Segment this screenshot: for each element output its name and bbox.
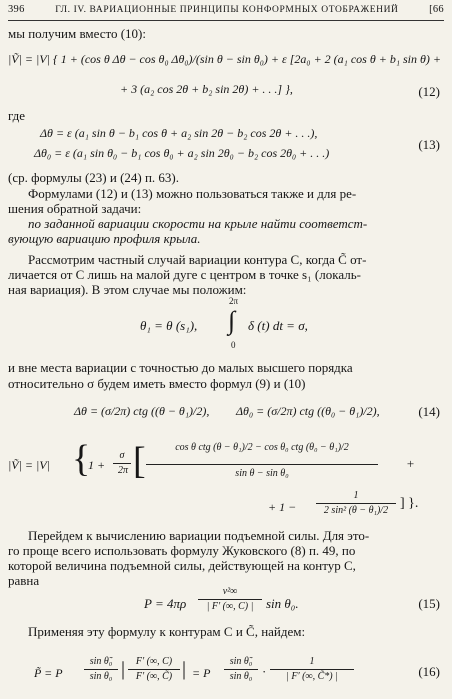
- equation-12-line2: + 3 (a₂ cos 2θ + b₂ sin 2θ) + . . .] },: [120, 82, 293, 96]
- equation-13-line1: Δθ = ε (a₁ sin θ − b₁ cos θ + a₂ sin 2θ − b₂ cos 2θ + . . .),: [40, 126, 318, 140]
- equation-15-fraction-bar: [198, 599, 262, 600]
- equation-16-f3-numerator: sin θ̃₀: [229, 656, 253, 667]
- equation-14c-2pi: 2π: [117, 465, 128, 476]
- equation-14c-one: 1 +: [88, 458, 106, 472]
- equation-16-f1-numerator: sin θ̃₀: [89, 656, 113, 667]
- paragraph-5-line4: равна: [8, 573, 40, 588]
- chapter-title: ГЛ. IV. ВАРИАЦИОННЫЕ ПРИНЦИПЫ КОНФОРМНЫХ ОТОБРАЖЕНИЙ: [55, 5, 399, 15]
- equation-14c-frac-numerator: 1: [353, 490, 359, 501]
- integral-body: δ (t) dt = σ,: [248, 318, 308, 333]
- running-header: [8, 4, 444, 15]
- equation-15-rhs: sin θ₀.: [266, 596, 299, 611]
- paragraph-2-line1: Формулами (12) и (13) можно пользоваться также и для ре-: [28, 186, 357, 201]
- equation-14c-sigma: σ: [119, 450, 125, 461]
- equation-14-number: (14): [418, 404, 440, 419]
- equation-16-f2-bar: [128, 669, 180, 670]
- paragraph-4-line2: относительно σ будем иметь вместо формул (9) и (10): [8, 376, 306, 391]
- equation-16-f2-numerator: F′ (∞, C): [135, 656, 173, 667]
- equation-14c-frac-bar: [316, 503, 396, 504]
- equation-theta1: θ₁ = θ (s₁),: [140, 318, 198, 333]
- equation-14c-denominator: sin θ − sin θ₀: [235, 468, 289, 479]
- paragraph-5-line1: Перейдем к вычислению вариации подъемной силы. Для это-: [28, 528, 370, 543]
- equation-15-number: (15): [418, 596, 440, 611]
- page-number: 396: [8, 4, 25, 15]
- equation-16-f4-numerator: 1: [309, 656, 315, 667]
- paragraph-5-line2: го проще всего использовать формулу Жуковского (8) п. 49, по: [8, 543, 356, 558]
- header-rule: [8, 20, 444, 21]
- paragraph-3-line3: ная вариация). В этом случае мы положим:: [8, 282, 247, 297]
- equation-16-f3-bar: [224, 669, 258, 670]
- equation-14-a: Δθ = (σ/2π) ctg ((θ − θ₁)/2),: [74, 404, 210, 418]
- integral-upper-limit: 2π: [229, 296, 239, 306]
- equation-15-denominator: | F′ (∞, C) |: [206, 601, 254, 612]
- integral-lower-limit: 0: [231, 340, 236, 350]
- reference-line: (ср. формулы (23) и (24) п. 63).: [8, 170, 180, 185]
- equation-14c-numerator: cos θ ctg (θ − θ₁)/2 − cos θ₀ ctg (θ₀ − θ₁)/2: [175, 442, 349, 453]
- equation-14c-end: ] }.: [400, 496, 419, 511]
- equation-16-f4-bar: [270, 669, 354, 670]
- paragraph-2-line4: вующую вариацию профиля крыла.: [8, 231, 201, 246]
- paragraph-4-line1: и вне места вариации с точностью до малых высшего порядка: [8, 360, 353, 375]
- paragraph-5-line3: которой величина подъемной силы, действующей на контур C,: [8, 558, 356, 573]
- equation-16-f1-denominator: sin θ₀: [89, 671, 113, 682]
- equation-14c-tail: + 1 −: [268, 500, 297, 514]
- equation-16-f4-denominator: | F′ (∞, C̃*) |: [286, 671, 338, 682]
- equation-14c-lhs: |Ṽ| = |V|: [8, 458, 50, 472]
- equation-14c-left-bracket: [: [133, 440, 146, 482]
- equation-15-lhs: P = 4πρ: [144, 596, 187, 611]
- equation-14c-sigma-bar: [113, 463, 131, 464]
- paragraph-2-line3: по заданной вариации скорости на крыле найти соответст-: [28, 216, 368, 231]
- equation-16-dot: ·: [262, 664, 267, 679]
- equation-15-numerator: v²∞: [222, 586, 238, 597]
- equation-16-f3-denominator: sin θ₀: [229, 671, 253, 682]
- equation-16-number: (16): [418, 664, 440, 679]
- equation-12-line1: |Ṽ| = |V| { 1 + (cos θ Δθ − cos θ₀ Δθ₀)/(sin θ − sin θ₀) + ε [2a₀ + 2 (a₁ cos θ + b₁ sin θ) +: [8, 52, 441, 66]
- section-number: [66: [429, 4, 444, 15]
- equation-16-f1-bar: [84, 669, 118, 670]
- equation-14c-fraction-bar: [146, 464, 378, 465]
- where-label: где: [8, 108, 26, 123]
- paragraph-3-line2: личается от C лишь на малой дуге с центром в точке s₁ (локаль-: [8, 267, 361, 282]
- equation-13-line2: Δθ₀ = ε (a₁ sin θ₀ − b₁ cos θ₀ + a₂ sin 2θ₀ − b₂ cos 2θ₀ + . . .): [34, 146, 330, 160]
- equation-12-number: (12): [418, 84, 440, 99]
- paragraph-3-line1: Рассмотрим частный случай вариации контура C, когда C̃ от-: [28, 252, 367, 267]
- paragraph-2-line2: шения обратной задачи:: [8, 201, 142, 216]
- paragraph-6: Применяя эту формулу к контурам C и C̃, найдем:: [28, 624, 306, 639]
- equation-16-abs-right: |: [182, 658, 187, 680]
- equation-16-lhs: P̃ = P: [34, 666, 63, 680]
- equation-14c-left-brace: {: [72, 438, 91, 480]
- equation-14-b: Δθ₀ = (σ/2π) ctg ((θ₀ − θ₁)/2),: [236, 404, 380, 418]
- equation-16-abs-left: |: [121, 658, 126, 680]
- equation-16-mid: = P: [192, 666, 211, 680]
- equation-14c-frac-denominator: 2 sin² (θ − θ₁)/2: [323, 505, 389, 516]
- equation-14c-plus: +: [406, 456, 415, 471]
- integral-sign: ∫: [228, 306, 236, 335]
- intro-line: мы получим вместо (10):: [8, 26, 146, 41]
- equation-16-f2-denominator: F′ (∞, C̃): [135, 671, 173, 682]
- equation-13-number: (13): [418, 137, 440, 152]
